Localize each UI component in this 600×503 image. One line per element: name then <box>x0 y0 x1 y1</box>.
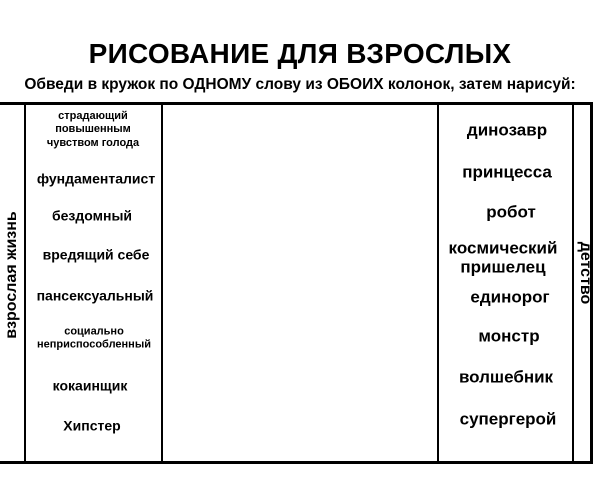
child-word[interactable]: единорог <box>470 287 550 307</box>
adult-word[interactable]: кокаинщик <box>52 377 128 394</box>
right-words-divider <box>437 102 439 464</box>
adult-word[interactable]: фундаменталист <box>36 170 156 187</box>
child-word[interactable]: динозавр <box>466 120 548 140</box>
adult-word[interactable]: Хипстер <box>63 417 121 434</box>
child-word[interactable]: робот <box>486 202 536 222</box>
instruction-text: Обведи в кружок по ОДНОМУ слову из ОБОИХ колонок, затем нарисуй: <box>24 76 576 93</box>
right-label-divider <box>572 102 574 464</box>
childhood-column-label: детство <box>577 241 594 305</box>
left-label-divider <box>24 102 26 464</box>
child-word[interactable]: супергерой <box>459 409 557 429</box>
adult-word[interactable]: вредящий себе <box>42 246 150 263</box>
child-word[interactable]: космический пришелец <box>448 238 558 276</box>
adult-word[interactable]: социально неприспособленный <box>37 325 151 351</box>
child-word[interactable]: монстр <box>478 326 540 346</box>
adult-word[interactable]: пансексуальный <box>36 287 154 304</box>
adult-word[interactable]: страдающий повышенным чувством голода <box>46 109 140 149</box>
left-words-divider <box>161 102 163 464</box>
adult-life-column-label: взрослая жизнь <box>3 211 20 339</box>
page-title: РИСОВАНИЕ ДЛЯ ВЗРОСЛЫХ <box>88 38 512 69</box>
adult-word[interactable]: бездомный <box>51 207 133 224</box>
child-word[interactable]: принцесса <box>462 162 552 182</box>
child-word[interactable]: волшебник <box>458 367 554 387</box>
